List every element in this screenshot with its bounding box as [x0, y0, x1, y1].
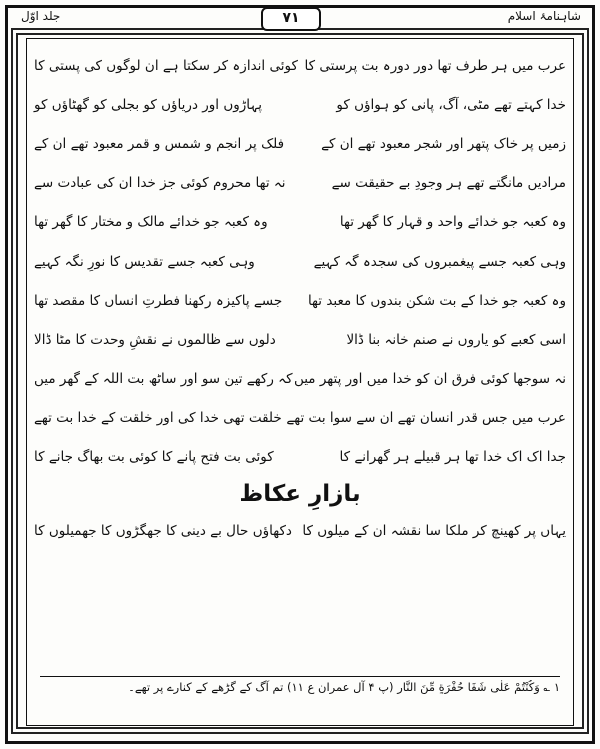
misra-right: وہی کعبہ جسے پیغمبروں کی سجدہ گہ کہیے [313, 253, 566, 270]
couplet [34, 242, 566, 281]
misra-right: اسی کعبے کو یاروں نے صنم خانہ بنا ڈالا [346, 331, 566, 348]
misra-left: خلقت تھی خدا کی اور خلقت کے خدا بت تھے [34, 410, 282, 427]
couplet [34, 399, 566, 438]
couplet [34, 124, 566, 163]
section-heading: بازارِ عکاظ [239, 481, 361, 508]
misra-left: کہ رکھے تین سو اور ساٹھ بت اللہ کے گھر میں [34, 371, 293, 388]
page-number: ۷۱ [261, 7, 321, 31]
misra-left: کوئی اندازہ کر سکتا ہے ان لوگوں کی پستی کا [34, 57, 298, 74]
misra-right: وہ کعبہ جو خدائے واحد و قہار کا گھر تھا [339, 214, 566, 231]
couplet [34, 320, 566, 359]
footnote: ۱ ؎ وَكُنْتُمْ عَلٰى شَفَا حُفْرَةٍ مِّنَ النَّارِ (پ ۴ آل عمران ع ۱۱) تم آگ کے گڑھے کے کنارے پر تھے۔ [128, 680, 560, 694]
couplet [34, 85, 566, 124]
misra-left: دلوں سے ظالموں نے نقشِ وحدت کا مٹا ڈالا [34, 331, 276, 348]
misra-left: کوئی بت فتح پانے کا کوئی بت بھاگ جانے کا [34, 449, 274, 466]
misra-left: وہ کعبہ جو خدائے مالک و مختار کا گھر تھا [34, 214, 268, 231]
page-header [11, 8, 589, 28]
misra-right: مرادیں مانگتے تھے ہر وجودِ بے حقیقت سے [331, 175, 566, 192]
misra-left: نہ تھا محروم کوئی جز خدا ان کی عبادت سے [34, 175, 286, 192]
misra-right: نہ سوجھا کوئی فرق ان کو خدا میں اور پتھر میں [293, 371, 566, 388]
couplet [34, 164, 566, 203]
misra-left: وہی کعبہ جسے تقدیس کا نورِ نگہ کہیے [34, 253, 255, 270]
footnote-divider [40, 676, 560, 677]
misra-right: جدا اک اک خدا تھا ہر قبیلے ہر گھرانے کا [339, 449, 566, 466]
couplet [34, 360, 566, 399]
book-title: شاہنامۂ اسلام [507, 9, 581, 23]
misra-right: خدا کہتے تھے مٹی، آگ، پانی کو ہواؤں کو [336, 96, 566, 113]
misra-right: زمیں پر خاک پتھر اور شجر معبود تھے ان کے [321, 135, 566, 152]
couplet [34, 281, 566, 320]
misra-left: فلک پر انجم و شمس و قمر معبود تھے ان کے [34, 135, 285, 152]
couplet [34, 438, 566, 477]
couplet [34, 511, 566, 550]
couplet [34, 203, 566, 242]
misra-left: جسے پاکیزہ رکھنا فطرتِ انساں کا مقصد تھا [34, 292, 283, 309]
misra-left: پہاڑوں اور دریاؤں کو بجلی کو گھٹاؤں کو [34, 96, 263, 113]
poem-body [34, 46, 566, 550]
misra-left: دکھاؤں حال بے دینی کا جھگڑوں کا جھمیلوں کا [34, 522, 292, 539]
misra-right: وہ کعبہ جو خدا کے بت شکن بندوں کا معبد تھا [307, 292, 566, 309]
misra-right: عرب میں جس قدر انسان تھے ان سے سوا بت تھے [286, 410, 566, 427]
misra-right: یہاں پر کھینچ کر ملکا سا نقشہ ان کے میلوں کا [302, 522, 566, 539]
volume-label: جلد اوّل [21, 9, 61, 23]
misra-right: عرب میں ہر طرف تھا دور دورہ بت پرستی کا [304, 57, 566, 74]
couplet [34, 46, 566, 85]
